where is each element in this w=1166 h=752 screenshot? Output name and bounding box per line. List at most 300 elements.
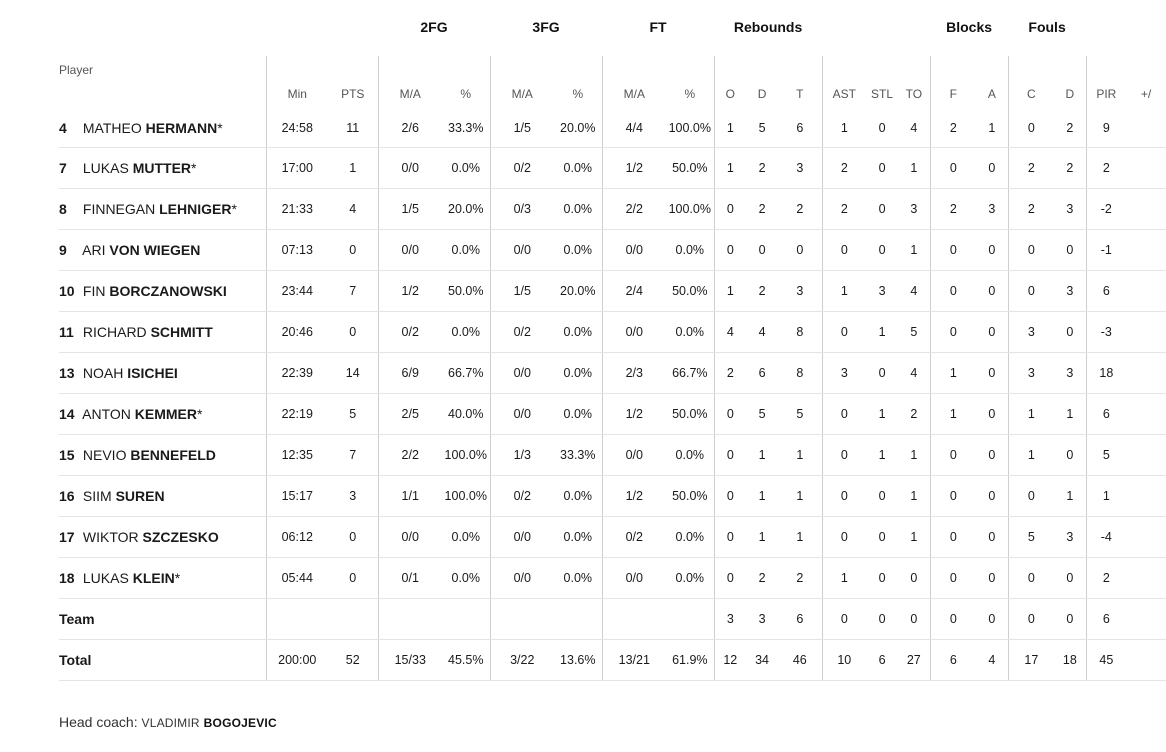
stat-pir: -2 — [1086, 189, 1126, 230]
stat-foul-d: 0 — [1054, 312, 1086, 353]
stat-fg3-pct: 0.0% — [554, 148, 602, 189]
stat-min: 23:44 — [266, 271, 328, 312]
stat-fg3-pct: 0.0% — [554, 189, 602, 230]
stat-pts: 3 — [328, 476, 378, 517]
stat-reb-o: 0 — [714, 476, 746, 517]
player-row — [59, 148, 1166, 189]
player-number: 13 — [59, 365, 75, 381]
player-cell — [59, 148, 266, 189]
stat-stl: 0 — [866, 189, 898, 230]
group-header-fouls: Fouls — [1028, 19, 1066, 35]
team-reb-t: 6 — [778, 599, 822, 640]
player-first-name[interactable]: NOAH — [82, 365, 124, 381]
player-number: 11 — [59, 324, 74, 340]
stat-ft-pct: 0.0% — [666, 435, 714, 476]
player-cell — [59, 476, 266, 517]
player-last-name[interactable]: KLEIN — [132, 570, 175, 586]
stat-fg3-ma: 0/2 — [490, 476, 554, 517]
stat-plus-minus — [1126, 271, 1166, 312]
player-first-name[interactable]: FINNEGAN — [82, 201, 156, 217]
stat-foul-d: 3 — [1054, 353, 1086, 394]
col-header-foul-d[interactable]: D — [1065, 87, 1075, 101]
stat-ft-ma: 0/0 — [602, 558, 666, 599]
stat-reb-d: 2 — [746, 189, 778, 230]
stat-reb-o: 0 — [714, 517, 746, 558]
total-stl: 6 — [866, 640, 898, 681]
stat-fg3-pct: 0.0% — [554, 517, 602, 558]
stat-fg2-ma: 1/2 — [378, 271, 442, 312]
stat-reb-d: 6 — [746, 353, 778, 394]
stat-fg2-pct: 0.0% — [442, 148, 490, 189]
col-header-foul-c[interactable]: C — [1008, 56, 1054, 108]
stat-ast: 0 — [822, 435, 866, 476]
stat-pts: 14 — [328, 353, 378, 394]
col-header-to[interactable]: TO — [905, 87, 923, 101]
stat-reb-o: 0 — [714, 558, 746, 599]
stat-foul-c: 0 — [1008, 558, 1054, 599]
total-label: Total — [59, 640, 266, 681]
stat-ft-pct: 0.0% — [666, 230, 714, 271]
stat-reb-o: 1 — [714, 108, 746, 148]
stat-reb-o: 0 — [714, 435, 746, 476]
col-header-3fg-pct[interactable]: % — [572, 87, 584, 101]
col-header-blk-a[interactable]: A — [987, 87, 996, 101]
group-header-3fg: 3FG — [532, 19, 560, 35]
stat-ft-ma: 1/2 — [602, 476, 666, 517]
stat-reb-o: 1 — [714, 271, 746, 312]
stat-fg2-pct: 0.0% — [442, 558, 490, 599]
team-foul-c: 0 — [1008, 599, 1054, 640]
stat-blk-a: 0 — [976, 353, 1008, 394]
player-row — [59, 312, 1166, 353]
stat-blk-a: 0 — [976, 558, 1008, 599]
stat-reb-d: 2 — [746, 271, 778, 312]
stat-fg3-ma: 0/0 — [490, 230, 554, 271]
stat-fg2-pct: 33.3% — [442, 108, 490, 148]
stat-ast: 2 — [822, 148, 866, 189]
player-first-name[interactable]: SIIM — [82, 488, 112, 504]
stat-fg2-ma: 0/0 — [378, 517, 442, 558]
stat-blk-f: 2 — [930, 189, 976, 230]
stat-to: 1 — [898, 517, 930, 558]
stat-foul-c: 0 — [1008, 108, 1054, 148]
team-stl: 0 — [866, 599, 898, 640]
stat-plus-minus — [1126, 353, 1166, 394]
stat-plus-minus — [1126, 435, 1166, 476]
team-label: Team — [59, 599, 266, 640]
col-header-pts[interactable]: PTS — [341, 87, 365, 101]
stat-to: 3 — [898, 189, 930, 230]
player-first-name[interactable]: WIKTOR — [82, 529, 139, 545]
stat-min: 05:44 — [266, 558, 328, 599]
player-cell — [59, 230, 266, 271]
stat-fg3-pct: 0.0% — [554, 394, 602, 435]
stat-pir: 6 — [1086, 394, 1126, 435]
player-cell — [59, 189, 266, 230]
stat-fg2-ma: 6/9 — [378, 353, 442, 394]
stat-fg2-pct: 0.0% — [442, 517, 490, 558]
player-row — [59, 189, 1166, 230]
stat-reb-t: 0 — [778, 230, 822, 271]
stat-blk-a: 0 — [976, 394, 1008, 435]
group-header-rebounds: Rebounds — [733, 19, 803, 35]
stat-stl: 1 — [866, 312, 898, 353]
player-cell — [59, 353, 266, 394]
stat-foul-d: 0 — [1054, 435, 1086, 476]
team-reb-d: 3 — [746, 599, 778, 640]
stat-blk-a: 0 — [976, 476, 1008, 517]
stat-fg2-ma: 2/2 — [378, 435, 442, 476]
stat-blk-a: 1 — [976, 108, 1008, 148]
stat-blk-f: 1 — [930, 394, 976, 435]
stat-pir: 2 — [1086, 558, 1126, 599]
player-cell — [59, 271, 266, 312]
player-first-name[interactable]: MATHEO — [82, 119, 142, 136]
stat-stl: 0 — [866, 108, 898, 148]
stat-min: 22:19 — [266, 394, 328, 435]
stat-fg2-ma: 2/6 — [378, 108, 442, 148]
stat-ft-pct: 66.7% — [666, 353, 714, 394]
stat-stl: 1 — [866, 394, 898, 435]
starter-marker: * — [191, 160, 197, 176]
stat-foul-d: 3 — [1054, 271, 1086, 312]
player-first-name[interactable]: ANTON — [82, 406, 131, 422]
stat-reb-t: 2 — [778, 558, 822, 599]
stat-ft-ma: 0/0 — [602, 312, 666, 353]
head-coach-label: Head coach: — [59, 714, 138, 730]
stat-ast: 2 — [822, 189, 866, 230]
stat-fg3-pct: 20.0% — [554, 271, 602, 312]
stat-stl: 3 — [866, 271, 898, 312]
total-3fg-ma: 3/22 — [490, 640, 554, 681]
total-blk-f: 6 — [930, 640, 976, 681]
stat-blk-f: 0 — [930, 312, 976, 353]
stat-blk-a: 0 — [976, 271, 1008, 312]
player-last-name[interactable]: MUTTER — [132, 160, 192, 176]
stat-reb-o: 2 — [714, 353, 746, 394]
player-cell — [59, 435, 266, 476]
stat-pir: 2 — [1086, 148, 1126, 189]
stat-fg3-pct: 0.0% — [554, 558, 602, 599]
stat-pir: -3 — [1086, 312, 1126, 353]
stat-fg2-ma: 0/1 — [378, 558, 442, 599]
col-header-3fg-ma[interactable]: M/A — [490, 56, 554, 108]
stat-blk-a: 0 — [976, 230, 1008, 271]
stat-foul-c: 0 — [1008, 476, 1054, 517]
stat-foul-d: 0 — [1054, 230, 1086, 271]
player-row — [59, 108, 1166, 148]
player-number: 7 — [59, 160, 67, 176]
stat-stl: 0 — [866, 517, 898, 558]
stat-ft-pct: 50.0% — [666, 394, 714, 435]
stat-pts: 7 — [328, 271, 378, 312]
col-header-reb-d[interactable]: D — [757, 87, 767, 101]
player-cell — [59, 558, 266, 599]
stat-pir: -1 — [1086, 230, 1126, 271]
stat-ft-pct: 100.0% — [666, 108, 714, 148]
player-cell — [59, 517, 266, 558]
group-header-ft: FT — [649, 19, 667, 35]
stat-stl: 0 — [866, 230, 898, 271]
player-row — [59, 558, 1166, 599]
stat-stl: 0 — [866, 558, 898, 599]
starter-marker: * — [231, 201, 237, 217]
player-last-name[interactable]: KEMMER — [134, 406, 197, 422]
stat-pir: -4 — [1086, 517, 1126, 558]
col-header-2fg-ma[interactable]: M/A — [378, 56, 442, 108]
group-header-blocks: Blocks — [946, 19, 993, 35]
stat-min: 21:33 — [266, 189, 328, 230]
stat-foul-c: 3 — [1008, 353, 1054, 394]
team-to: 0 — [898, 599, 930, 640]
stat-to: 4 — [898, 108, 930, 148]
stat-fg3-ma: 0/3 — [490, 189, 554, 230]
stat-ast: 3 — [822, 353, 866, 394]
col-header-ft-pct[interactable]: % — [684, 87, 696, 101]
player-row — [59, 476, 1166, 517]
box-score-table-wrapper — [59, 0, 1152, 681]
stat-to: 4 — [898, 271, 930, 312]
stat-to: 5 — [898, 312, 930, 353]
stat-pts: 0 — [328, 517, 378, 558]
col-header-pir[interactable]: PIR — [1086, 56, 1126, 108]
stat-ft-ma: 4/4 — [602, 108, 666, 148]
stat-blk-f: 0 — [930, 558, 976, 599]
head-coach-last-name[interactable]: BOGOJEVIC — [203, 716, 277, 730]
stat-pts: 11 — [328, 108, 378, 148]
stat-blk-f: 2 — [930, 108, 976, 148]
stat-ast: 0 — [822, 476, 866, 517]
player-last-name[interactable]: HERMANN — [145, 119, 218, 136]
stat-to: 1 — [898, 148, 930, 189]
player-rows — [59, 108, 1166, 599]
total-2fg-ma: 15/33 — [378, 640, 442, 681]
total-ft-pct: 61.9% — [666, 640, 714, 681]
stat-fg2-pct: 0.0% — [442, 230, 490, 271]
stat-to: 1 — [898, 230, 930, 271]
stat-fg3-ma: 0/0 — [490, 353, 554, 394]
team-reb-o: 3 — [714, 599, 746, 640]
team-blk-f: 0 — [930, 599, 976, 640]
stat-plus-minus — [1126, 517, 1166, 558]
stat-fg3-ma: 1/5 — [490, 271, 554, 312]
stat-ft-pct: 0.0% — [666, 312, 714, 353]
stat-foul-c: 2 — [1008, 189, 1054, 230]
player-row — [59, 394, 1166, 435]
stat-ast: 0 — [822, 394, 866, 435]
stat-ft-pct: 50.0% — [666, 148, 714, 189]
player-row — [59, 435, 1166, 476]
player-first-name[interactable]: LUKAS — [82, 160, 129, 176]
stat-fg2-pct: 0.0% — [442, 312, 490, 353]
team-pir: 6 — [1086, 599, 1126, 640]
player-number: 10 — [59, 283, 75, 299]
stat-reb-d: 2 — [746, 148, 778, 189]
col-header-ast[interactable]: AST — [822, 56, 866, 108]
col-header-min[interactable]: Min — [266, 56, 328, 108]
stat-reb-t: 1 — [778, 517, 822, 558]
player-first-name[interactable]: FIN — [82, 283, 106, 299]
stat-ft-ma: 1/2 — [602, 394, 666, 435]
stat-plus-minus — [1126, 476, 1166, 517]
team-foul-d: 0 — [1054, 599, 1086, 640]
stat-foul-c: 1 — [1008, 435, 1054, 476]
total-blk-a: 4 — [976, 640, 1008, 681]
player-last-name[interactable]: SCHMITT — [150, 324, 213, 340]
stat-reb-t: 6 — [778, 108, 822, 148]
stat-reb-t: 8 — [778, 353, 822, 394]
player-number: 17 — [59, 529, 75, 545]
stat-ft-ma: 2/3 — [602, 353, 666, 394]
stat-reb-o: 0 — [714, 189, 746, 230]
stat-fg2-pct: 66.7% — [442, 353, 490, 394]
stat-blk-f: 0 — [930, 517, 976, 558]
starter-marker: * — [174, 570, 181, 586]
stat-ft-ma: 2/2 — [602, 189, 666, 230]
stat-reb-d: 0 — [746, 230, 778, 271]
stat-min: 12:35 — [266, 435, 328, 476]
stat-plus-minus — [1126, 148, 1166, 189]
stat-stl: 0 — [866, 353, 898, 394]
player-row — [59, 230, 1166, 271]
stat-ast: 1 — [822, 271, 866, 312]
stat-ft-ma: 0/2 — [602, 517, 666, 558]
stat-min: 17:00 — [266, 148, 328, 189]
team-blk-a: 0 — [976, 599, 1008, 640]
stat-fg3-ma: 1/3 — [490, 435, 554, 476]
stat-stl: 0 — [866, 476, 898, 517]
total-2fg-pct: 45.5% — [442, 640, 490, 681]
player-first-name[interactable]: LUKAS — [82, 570, 129, 586]
stat-pir: 5 — [1086, 435, 1126, 476]
stat-ft-ma: 0/0 — [602, 230, 666, 271]
stat-ast: 1 — [822, 108, 866, 148]
stat-blk-a: 0 — [976, 517, 1008, 558]
player-first-name[interactable]: RICHARD — [82, 324, 147, 340]
player-row — [59, 271, 1166, 312]
stat-reb-t: 5 — [778, 394, 822, 435]
stat-ft-pct: 0.0% — [666, 558, 714, 599]
stat-to: 1 — [898, 435, 930, 476]
stat-reb-o: 4 — [714, 312, 746, 353]
stat-fg3-ma: 1/5 — [490, 108, 554, 148]
stat-fg3-pct: 0.0% — [554, 476, 602, 517]
stat-plus-minus — [1126, 230, 1166, 271]
stat-plus-minus — [1126, 394, 1166, 435]
col-header-player[interactable]: Player — [59, 63, 94, 77]
player-number: 15 — [59, 447, 75, 463]
stat-foul-c: 0 — [1008, 230, 1054, 271]
player-cell — [59, 312, 266, 353]
stat-min: 22:39 — [266, 353, 328, 394]
stat-foul-c: 3 — [1008, 312, 1054, 353]
column-header-row — [59, 56, 1166, 108]
total-reb-t: 46 — [778, 640, 822, 681]
col-header-2fg-pct[interactable]: % — [460, 87, 472, 101]
stat-pts: 1 — [328, 148, 378, 189]
stat-blk-a: 3 — [976, 189, 1008, 230]
stat-foul-c: 0 — [1008, 271, 1054, 312]
stat-blk-f: 0 — [930, 230, 976, 271]
player-last-name[interactable]: SZCZESKO — [142, 529, 219, 545]
player-last-name[interactable]: LEHNIGER — [159, 201, 232, 217]
stat-reb-t: 1 — [778, 435, 822, 476]
total-min: 200:00 — [266, 640, 328, 681]
total-pir: 45 — [1086, 640, 1126, 681]
total-foul-c: 17 — [1008, 640, 1054, 681]
player-number: 16 — [59, 488, 75, 504]
col-header-reb-t[interactable]: T — [796, 87, 804, 101]
stat-pir: 6 — [1086, 271, 1126, 312]
player-last-name[interactable]: VON WIEGEN — [109, 242, 201, 258]
stat-foul-d: 3 — [1054, 189, 1086, 230]
stat-blk-f: 0 — [930, 435, 976, 476]
box-score-table — [59, 0, 1166, 681]
stat-stl: 0 — [866, 148, 898, 189]
stat-min: 20:46 — [266, 312, 328, 353]
stat-fg2-ma: 1/5 — [378, 189, 442, 230]
player-last-name[interactable]: BORCZANOWSKI — [109, 283, 227, 299]
stat-blk-f: 1 — [930, 353, 976, 394]
col-header-reb-o[interactable]: O — [714, 56, 746, 108]
stat-reb-o: 0 — [714, 394, 746, 435]
total-to: 27 — [898, 640, 930, 681]
col-header-plus-minus[interactable]: +/ — [1140, 87, 1152, 101]
stat-foul-d: 1 — [1054, 476, 1086, 517]
stat-pts: 0 — [328, 312, 378, 353]
stat-foul-d: 2 — [1054, 148, 1086, 189]
stat-min: 15:17 — [266, 476, 328, 517]
stat-blk-a: 0 — [976, 148, 1008, 189]
stat-foul-d: 0 — [1054, 558, 1086, 599]
stat-to: 1 — [898, 476, 930, 517]
starter-marker: * — [197, 406, 203, 422]
col-header-blk-f[interactable]: F — [930, 56, 976, 108]
stat-fg3-ma: 0/0 — [490, 394, 554, 435]
stat-blk-f: 0 — [930, 476, 976, 517]
stat-ft-ma: 2/4 — [602, 271, 666, 312]
stat-fg3-pct: 0.0% — [554, 353, 602, 394]
stat-blk-f: 0 — [930, 271, 976, 312]
col-header-stl[interactable]: STL — [871, 87, 894, 101]
player-first-name[interactable]: ARI — [82, 242, 106, 258]
player-last-name[interactable]: BENNEFELD — [130, 447, 216, 463]
stat-reb-t: 1 — [778, 476, 822, 517]
stat-fg2-pct: 40.0% — [442, 394, 490, 435]
starter-marker: * — [217, 119, 223, 136]
player-row — [59, 353, 1166, 394]
stat-pir: 1 — [1086, 476, 1126, 517]
stat-reb-t: 8 — [778, 312, 822, 353]
stat-reb-d: 1 — [746, 476, 778, 517]
stat-ast: 0 — [822, 230, 866, 271]
player-last-name[interactable]: SUREN — [115, 488, 165, 504]
head-coach-first-name: VLADIMIR — [141, 716, 200, 730]
total-foul-d: 18 — [1054, 640, 1086, 681]
stat-to: 0 — [898, 558, 930, 599]
stat-reb-t: 3 — [778, 271, 822, 312]
stat-fg2-ma: 0/0 — [378, 230, 442, 271]
col-header-ft-ma[interactable]: M/A — [602, 56, 666, 108]
stat-fg2-pct: 100.0% — [442, 435, 490, 476]
stat-fg3-ma: 0/2 — [490, 148, 554, 189]
stat-ast: 0 — [822, 517, 866, 558]
group-header-2fg: 2FG — [420, 19, 448, 35]
stat-ft-pct: 50.0% — [666, 271, 714, 312]
player-first-name[interactable]: NEVIO — [82, 447, 127, 463]
player-last-name[interactable]: ISICHEI — [127, 365, 178, 381]
stat-fg3-ma: 0/0 — [490, 558, 554, 599]
